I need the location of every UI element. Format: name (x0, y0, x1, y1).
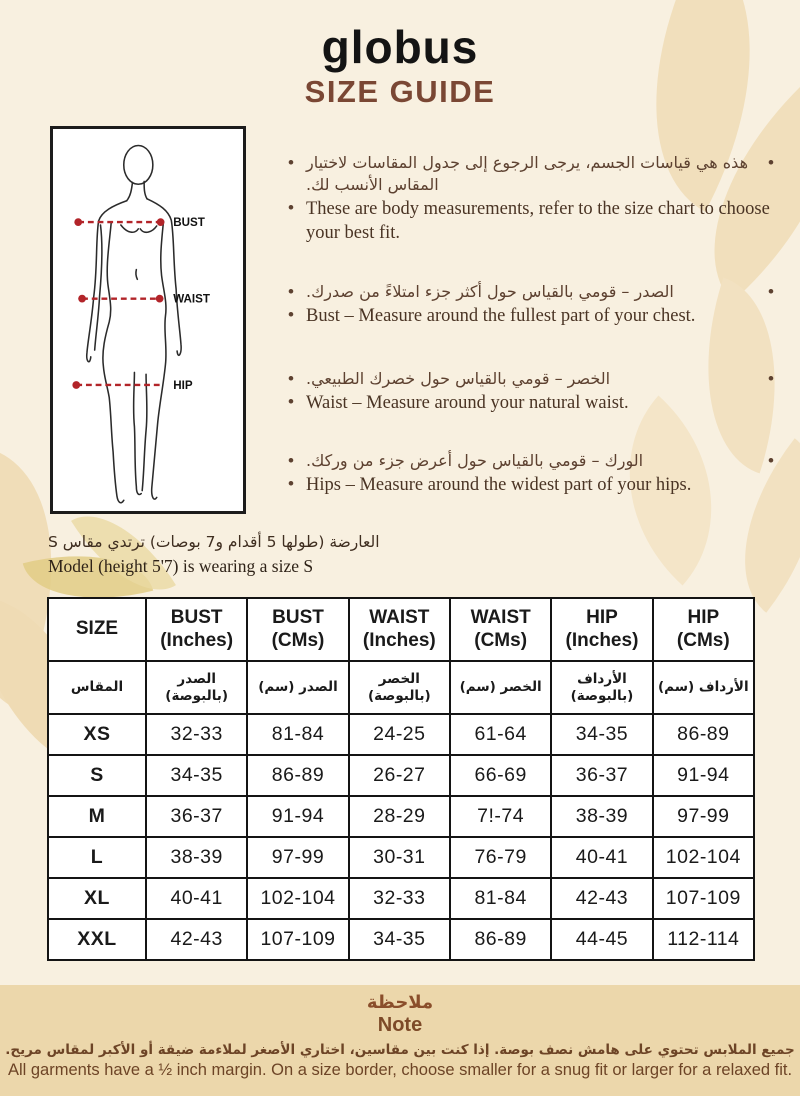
instruction-general-arabic (288, 152, 774, 197)
value-cell: 36-37 (551, 755, 652, 796)
header-line: SIZE (75, 618, 119, 640)
model-note-english: Model (height 5'7) is wearing a size S (48, 556, 314, 577)
note-body-arabic: جميع الملابس تحتوي على هامش نصف بوصة. إذا كنت بين مقاسين، اختاري الأصغر لملاءمة ضيقة أو الأكبر لمقاس مريح. (5, 1042, 795, 1058)
instruction-hips-arabic (288, 450, 774, 473)
instruction-text-arabic: هذه هي قياسات الجسم، يرجى الرجوع إلى جدول المقاسات لاختيار المقاس الأنسب لك. (306, 153, 749, 195)
value-cell: 107-109 (247, 919, 348, 960)
table-row-xs (48, 714, 754, 755)
size-cell: S (48, 755, 146, 796)
value-cell: 38-39 (146, 837, 247, 878)
column-header (349, 598, 450, 661)
header-line: الصدر (177, 670, 216, 687)
instruction-item-hips (288, 450, 774, 497)
bullet-icon: • (288, 153, 294, 172)
note-title-english: Note (377, 1014, 423, 1036)
value-cell: 7!-74 (450, 796, 551, 837)
value-cell: 42-43 (551, 878, 652, 919)
instruction-waist-arabic (288, 368, 774, 391)
note-footer (0, 985, 800, 1096)
header-line: الأرداف (577, 670, 627, 687)
instruction-text-arabic: الصدر – قومي بالقياس حول أكثر جزء امتلاءً من صدرك. (306, 282, 674, 301)
value-cell: 28-29 (349, 796, 450, 837)
bullet-icon: • (288, 369, 294, 388)
model-note-arabic: العارضة (طولها 5 أقدام و7 بوصات) ترتدي مقاس S (48, 533, 380, 551)
header-line: BUST (272, 606, 324, 628)
instruction-text-arabic: الورك – قومي بالقياس حول أعرض جزء من وركك. (306, 451, 644, 470)
instruction-item-general (288, 152, 774, 245)
instruction-item-bust (288, 281, 774, 328)
note-body-english: All garments have a ½ inch margin. On a size border, choose smaller for a snug fit or larger for a relaxed fit. (7, 1061, 793, 1079)
value-cell: 42-43 (146, 919, 247, 960)
value-cell: 102-104 (247, 878, 348, 919)
bullet-icon: • (768, 369, 774, 388)
column-header-arabic (146, 661, 247, 714)
instruction-text-english: Bust – Measure around the fullest part of your chest. (306, 305, 696, 326)
column-header (551, 598, 652, 661)
column-header-arabic (48, 661, 146, 714)
header-line: (Inches) (160, 629, 234, 651)
header-line: (بالبوصة) (165, 687, 229, 704)
header-line: (CMs) (271, 629, 325, 651)
header-line: الخصر (سم) (459, 679, 542, 696)
header-line: (CMs) (676, 629, 730, 651)
value-cell: 86-89 (450, 919, 551, 960)
note-title-arabic: ملاحظة (366, 992, 434, 1013)
value-cell: 38-39 (551, 796, 652, 837)
header-line: WAIST (470, 606, 531, 628)
instruction-text-english: Waist – Measure around your natural waist. (306, 392, 629, 413)
column-header (48, 598, 146, 661)
value-cell: 97-99 (247, 837, 348, 878)
header-line: (Inches) (565, 629, 639, 651)
table-row-xl (48, 878, 754, 919)
value-cell: 81-84 (247, 714, 348, 755)
header-line: (Inches) (362, 629, 436, 651)
bullet-icon: • (768, 451, 774, 470)
hip-label: HIP (173, 378, 193, 392)
value-cell: 91-94 (247, 796, 348, 837)
value-cell: 86-89 (653, 714, 754, 755)
bullet-icon: • (288, 451, 294, 470)
value-cell: 34-35 (349, 919, 450, 960)
value-cell: 30-31 (349, 837, 450, 878)
instruction-waist-english (288, 391, 774, 415)
instruction-text-english: Hips – Measure around the widest part of your hips. (306, 474, 692, 495)
value-cell: 97-99 (653, 796, 754, 837)
table-row-l (48, 837, 754, 878)
value-cell: 44-45 (551, 919, 652, 960)
instruction-text-arabic: الخصر – قومي بالقياس حول خصرك الطبيعي. (306, 369, 611, 388)
column-header-arabic (247, 661, 348, 714)
instruction-bust-english (288, 304, 774, 328)
size-cell: M (48, 796, 146, 837)
header-line: (بالبوصة) (367, 687, 431, 704)
instruction-general-english (288, 197, 774, 245)
header-line: HIP (586, 606, 618, 628)
value-cell: 34-35 (551, 714, 652, 755)
header-line: الصدر (سم) (258, 679, 338, 696)
size-cell: XXL (48, 919, 146, 960)
size-chart-table (47, 597, 755, 961)
bullet-icon: • (288, 473, 294, 493)
value-cell: 107-109 (653, 878, 754, 919)
value-cell: 76-79 (450, 837, 551, 878)
instruction-text-english: These are body measurements, refer to the size chart to choose your best fit. (306, 198, 770, 243)
value-cell: 32-33 (146, 714, 247, 755)
size-cell: L (48, 837, 146, 878)
size-cell: XL (48, 878, 146, 919)
mannequin-illustration (53, 129, 243, 511)
value-cell: 102-104 (653, 837, 754, 878)
value-cell: 34-35 (146, 755, 247, 796)
column-header (653, 598, 754, 661)
value-cell: 86-89 (247, 755, 348, 796)
value-cell: 32-33 (349, 878, 450, 919)
value-cell: 81-84 (450, 878, 551, 919)
value-cell: 24-25 (349, 714, 450, 755)
bullet-icon: • (288, 304, 294, 324)
value-cell: 66-69 (450, 755, 551, 796)
value-cell: 40-41 (146, 878, 247, 919)
table-header-row-english (48, 598, 754, 661)
value-cell: 40-41 (551, 837, 652, 878)
column-header-arabic (349, 661, 450, 714)
header-line: الأرداف (سم) (658, 679, 749, 696)
header-line: HIP (687, 606, 720, 628)
header-line: المقاس (70, 679, 124, 696)
bullet-icon: • (288, 391, 294, 411)
value-cell: 91-94 (653, 755, 754, 796)
column-header (146, 598, 247, 661)
table-row-s (48, 755, 754, 796)
brand-logo: globus (321, 21, 479, 73)
table-row-m (48, 796, 754, 837)
model-note (48, 531, 488, 579)
instruction-item-waist (288, 368, 774, 415)
waist-label: WAIST (173, 292, 211, 306)
value-cell: 61-64 (450, 714, 551, 755)
table-header-row-arabic (48, 661, 754, 714)
header-line: الخصر (378, 670, 420, 687)
header-line: WAIST (369, 606, 430, 628)
value-cell: 112-114 (653, 919, 754, 960)
column-header (247, 598, 348, 661)
size-cell: XS (48, 714, 146, 755)
header-line: (CMs) (474, 629, 528, 651)
header-line: (بالبوصة) (570, 687, 634, 704)
column-header (450, 598, 551, 661)
column-header-arabic (450, 661, 551, 714)
bullet-icon: • (288, 282, 294, 301)
value-cell: 26-27 (349, 755, 450, 796)
column-header-arabic (551, 661, 652, 714)
bullet-icon: • (288, 197, 294, 217)
instruction-hips-english (288, 473, 774, 497)
bust-label: BUST (173, 215, 205, 229)
bullet-icon: • (768, 282, 774, 301)
page-title: SIZE GUIDE (304, 74, 496, 109)
column-header-arabic (653, 661, 754, 714)
value-cell: 36-37 (146, 796, 247, 837)
instruction-bust-arabic (288, 281, 774, 304)
body-measurement-figure (50, 126, 246, 514)
bullet-icon: • (768, 153, 774, 172)
header-line: BUST (170, 606, 223, 628)
table-row-xxl (48, 919, 754, 960)
